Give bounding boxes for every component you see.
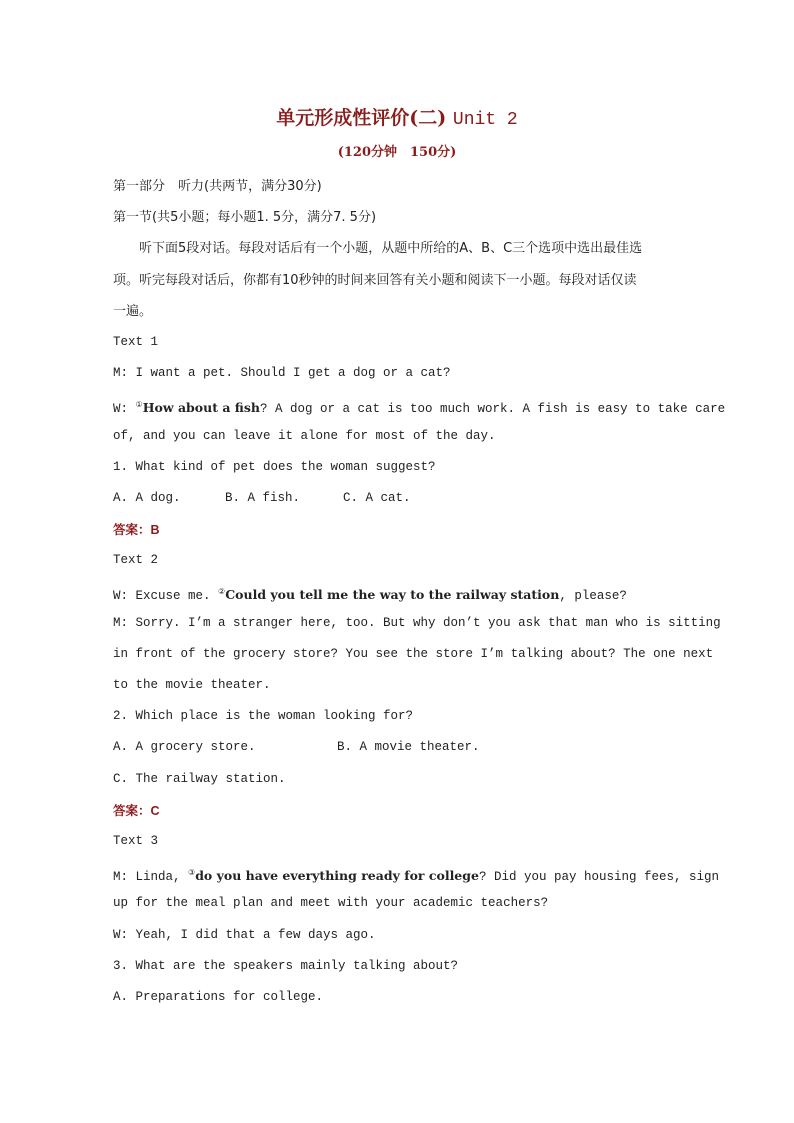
dialogue-line xyxy=(113,576,683,607)
text-label: Text 3 xyxy=(113,833,159,848)
question: 3. What are the speakers mainly talking about? xyxy=(113,958,459,973)
dialogue-text: ? A dog or a cat is too much work. A fish is easy to take care xyxy=(260,402,726,417)
text-label: Text 1 xyxy=(113,334,159,349)
text-label: Text 2 xyxy=(113,553,159,568)
page-subtitle: (120分钟 150分) xyxy=(337,145,457,160)
question: 1. What kind of pet does the woman suggest? xyxy=(113,459,436,474)
note-marker: ② xyxy=(218,587,226,597)
option-a: A. A dog. xyxy=(113,490,181,505)
dialogue-text: , please? xyxy=(559,589,627,604)
answer-line xyxy=(113,795,683,826)
option-b: B. A movie theater. xyxy=(337,740,480,755)
key-phrase: do you have everything ready for college xyxy=(195,868,479,884)
instruction-line: 项。听完每段对话后，你都有10秒钟的时间来回答有关小题和阅读下一小题。每段对话仅读 xyxy=(113,272,637,288)
dialogue-line: M: I want a pet. Should I get a dog or a cat? xyxy=(113,366,451,381)
option-b: B. A fish. xyxy=(225,490,301,505)
section-heading: 第一节(共5小题；每小题1. 5分，满分7. 5分) xyxy=(113,210,377,226)
dialogue-line xyxy=(113,389,726,420)
dialogue-line: to the movie theater. xyxy=(113,678,271,692)
page-title xyxy=(0,104,794,134)
dialogue-text: ? Did you pay housing fees, sign xyxy=(478,870,720,885)
options-row xyxy=(113,483,683,514)
dialogue-line: up for the meal plan and meet with your academic teachers? xyxy=(113,896,549,911)
dialogue-line xyxy=(113,857,720,888)
speaker-prefix: M: Linda, xyxy=(113,870,189,885)
option-a: A. A grocery store. xyxy=(113,740,256,755)
key-phrase: How about a fish xyxy=(142,400,261,416)
instruction-line: 一遍。 xyxy=(113,303,153,319)
title-chinese: 单元形成性评价(二) xyxy=(276,107,447,129)
option-a: A. Preparations for college. xyxy=(113,989,324,1004)
dialogue-line: in front of the grocery store? You see the store I’m talking about? The one next xyxy=(113,646,714,661)
instruction-line: 听下面5段对话。每段对话后有一个小题，从题中所给的A、B、C三个选项中选出最佳选 xyxy=(139,241,643,257)
option-c: C. A cat. xyxy=(343,490,411,505)
answer-line xyxy=(113,514,683,545)
speaker-prefix: W: Excuse me. xyxy=(113,589,219,604)
dialogue-line: M: Sorry. I’m a stranger here, too. But why don’t you ask that man who is sitting xyxy=(113,615,721,630)
answer-value: C xyxy=(150,803,160,818)
answer-label: 答案： xyxy=(113,522,151,538)
dialogue-line: of, and you can leave it alone for most of the day. xyxy=(113,428,496,443)
key-phrase: Could you tell me the way to the railway station xyxy=(225,587,560,603)
speaker-prefix: W: xyxy=(113,402,136,417)
document-body xyxy=(113,171,726,1013)
title-unit: Unit 2 xyxy=(452,110,518,130)
answer-value: B xyxy=(150,523,160,538)
question: 2. Which place is the woman looking for? xyxy=(113,709,414,724)
options-row xyxy=(113,732,683,763)
option-c: C. The railway station. xyxy=(113,771,286,786)
note-marker: ① xyxy=(135,400,143,410)
dialogue-line: W: Yeah, I did that a few days ago. xyxy=(113,927,376,942)
note-marker: ③ xyxy=(188,868,196,878)
part-heading: 第一部分 听力(共两节，满分30分) xyxy=(113,179,322,194)
answer-label: 答案： xyxy=(113,802,151,818)
